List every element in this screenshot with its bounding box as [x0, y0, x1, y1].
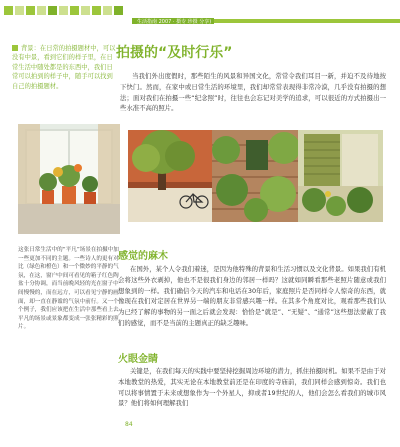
photo-brick-wall: [212, 130, 298, 222]
section-body-sharp-eyes: 关键是，在我们每天的实践中要坚持挖掘周边环境的潜力，抓住拍摄时机。如果不是由于对本地教堂的热爱，其实无论在本地教堂前还是在印度的寺庙前，我们同样会感到惊奇。我们也可以将事情置于未来或想象作为一个外星人，抑或者19世纪的人，他们会怎么看我们的城市风景？他们将如何理解我们: [118, 367, 386, 408]
photo-tree-bicycle: [128, 130, 212, 222]
photo-caption: 这张日常生活中的“平凡”场景在拍摄中加一些更加不同的主题。一些诗人的更有对比（绿色和橙色）和一个微妙的平静的气氛，在这，窗户中间可看见的箱子红色陶盆十分协调，而当前晚风轻的光在窗子中间慢慢的，而在远方，可以看见宁静的画面，却一直在静谧的气氛中前行。又一个个例子，我们应该把在生活中那些看上去平凡的场景或景象都变成一张张精彩的照片。: [18, 247, 119, 331]
decor-square-9: [92, 6, 101, 15]
running-header: 生活指南 2007 · 摄专 珍摄 分享): [137, 19, 212, 25]
decor-square-1: [4, 6, 13, 15]
article-intro: 当我们外出度假时，那些陌生的风景和异国文化，常常令我们耳目一新，并迫不及待地按下快门。然而，在家中或日常生活的环境里，我们却常常表现得非常冷漠，几乎没有拍摄的想法；面对我们在拍摄一些“纪念照”时，往往也会忘记对美学的追求，可以很近的方式拍摄出一些水准不高的照片。: [120, 72, 386, 113]
photo-shutters: [298, 130, 383, 222]
decor-square-2: [15, 6, 24, 15]
shutters-illustration: [298, 130, 383, 222]
tree-bicycle-illustration: [128, 130, 212, 222]
decor-square-10: [103, 6, 112, 15]
photo-window-plants: [18, 124, 120, 234]
section-heading-numbness: 感觉的麻木: [118, 251, 168, 262]
section-heading-sharp-eyes: 火眼金睛: [118, 354, 158, 365]
article-title: 拍摄的“及时行乐”: [116, 45, 233, 61]
decor-square-6: [59, 6, 68, 15]
decor-square-4: [37, 6, 46, 15]
section-body-numbness: 在国外，某个人令我们着迷，是因为他特殊的背景和生活习惯以及文化背景。如果我们有机会将这些外衣剥掉，他也不是很我们身边的邻居一样吗？这就如同瞬看那些老照片随意或我们想象到的一样。我们确信今天的汽车和电话在30年后，家庭照片是否同样令人惊奇的东西，就像现在我们对定居在世界另一端的朋友非常感兴趣一样。在其多个角度对比，观看那些我们认为已经了解的事物的另一面之后就会发现：恰恰是“就是”、“无疑”、“通常”这些想法蒙蔽了我们的感觉，而不是当前的主题真正的缺乏趣味。: [118, 265, 386, 327]
page-number: 84: [125, 421, 133, 428]
sidebar-note-text: 背景：在日常的拍摄题材中，可以没有中景，看到它们的样子里，在日常生活中随处都是的东西中，我们日常可以拍到的样子中，随手可以找到自己的拍摄题材。: [12, 45, 116, 90]
window-plants-illustration: [18, 124, 120, 234]
decor-square-8: [81, 6, 90, 15]
decor-square-7: [70, 6, 79, 15]
brick-wall-illustration: [212, 130, 298, 222]
sidebar-note: [12, 44, 116, 91]
decor-square-11: [114, 6, 123, 15]
sidebar-bullet-icon: [12, 45, 18, 51]
decor-square-3: [26, 6, 35, 15]
decor-square-5: [48, 6, 57, 15]
